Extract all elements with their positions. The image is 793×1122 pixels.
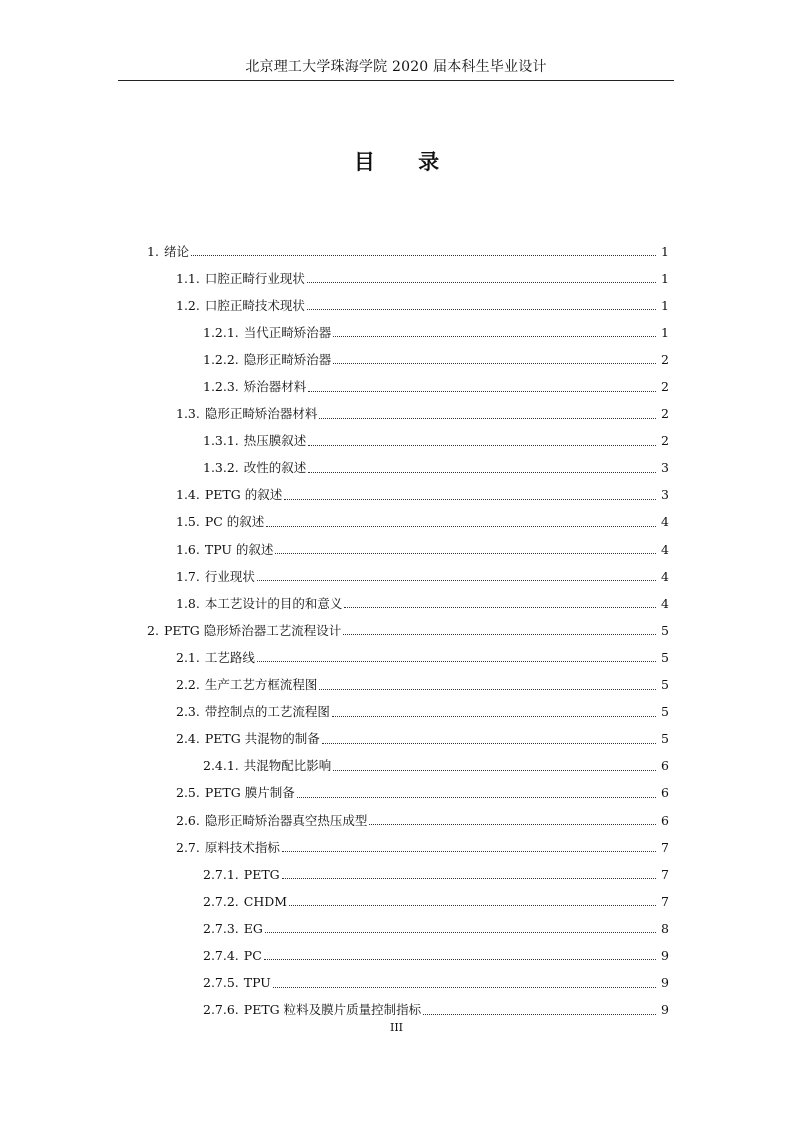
toc-entry-text: 共混物配比影响 xyxy=(243,758,332,774)
toc-dot-leader xyxy=(308,391,656,392)
toc-entry[interactable] xyxy=(0,699,793,726)
toc-entry-number: 2.7.2. xyxy=(203,893,239,909)
toc-entry-page: 1 xyxy=(661,324,669,340)
toc-entry[interactable] xyxy=(0,888,793,915)
toc-entry-page: 5 xyxy=(661,677,669,693)
toc-entry-label xyxy=(203,867,280,883)
toc-entry[interactable] xyxy=(0,672,793,699)
toc-entry-page: 6 xyxy=(661,785,669,801)
toc-entry-label xyxy=(203,894,287,910)
toc-entry-number: 1.8. xyxy=(176,595,200,611)
toc-entry-page: 7 xyxy=(661,866,669,882)
toc-entry[interactable] xyxy=(0,807,793,834)
toc-dot-leader xyxy=(257,580,656,581)
toc-dot-leader xyxy=(282,851,656,852)
toc-entry-label xyxy=(203,460,306,476)
toc-entry-text: TPU 的叙述 xyxy=(204,541,274,557)
toc-entry[interactable] xyxy=(0,536,793,563)
toc-entry-number: 2.6. xyxy=(176,812,200,828)
header-rule xyxy=(118,80,674,81)
toc-entry-page: 6 xyxy=(661,812,669,828)
toc-entry-number: 1.6. xyxy=(176,541,200,557)
toc-dot-leader xyxy=(282,878,656,879)
toc-entry-label xyxy=(203,921,263,937)
toc-entry[interactable] xyxy=(0,292,793,319)
toc-entry-page: 3 xyxy=(661,487,669,503)
toc-entry-text: CHDM xyxy=(243,893,288,909)
toc-entry[interactable] xyxy=(0,563,793,590)
toc-entry-text: PETG 共混物的制备 xyxy=(204,731,320,747)
toc-dot-leader xyxy=(307,309,656,310)
toc-entry-number: 1.3.1. xyxy=(203,433,239,449)
toc-entry-label xyxy=(147,623,341,639)
toc-entry-number: 1.2.1. xyxy=(203,324,239,340)
toc-entry-number: 2.7.6. xyxy=(203,1002,239,1018)
toc-entry-page: 7 xyxy=(661,839,669,855)
toc-entry-label xyxy=(176,569,255,585)
toc-entry-text: 隐形正畸矫治器材料 xyxy=(204,406,318,422)
toc-entry-text: PETG 的叙述 xyxy=(204,487,283,503)
toc-entry-page: 3 xyxy=(661,460,669,476)
toc-entry-label xyxy=(203,433,306,449)
toc-entry-label xyxy=(176,813,367,829)
toc-entry-text: PETG 膜片制备 xyxy=(204,785,295,801)
toc-entry[interactable] xyxy=(0,970,793,997)
toc-entry-text: PETG 粒料及膜片质量控制指标 xyxy=(243,1002,422,1018)
toc-dot-leader xyxy=(307,282,656,283)
toc-entry[interactable] xyxy=(0,753,793,780)
toc-dot-leader xyxy=(319,418,656,419)
toc-entry[interactable] xyxy=(0,319,793,346)
toc-entry-page: 5 xyxy=(661,704,669,720)
toc-entry-number: 1.2.3. xyxy=(203,379,239,395)
toc-dot-leader xyxy=(257,661,656,662)
toc-entry[interactable] xyxy=(0,997,793,1024)
toc-entry[interactable] xyxy=(0,644,793,671)
page-number: III xyxy=(389,1021,404,1034)
toc-entry[interactable] xyxy=(0,346,793,373)
toc-entry-number: 2.4. xyxy=(176,731,200,747)
toc-entry-page: 5 xyxy=(661,649,669,665)
toc-dot-leader xyxy=(308,472,656,473)
toc-dot-leader xyxy=(289,905,656,906)
toc-entry-page: 4 xyxy=(661,514,669,530)
toc-entry-page: 5 xyxy=(661,622,669,638)
toc-entry-label xyxy=(176,487,282,503)
toc-entry[interactable] xyxy=(0,401,793,428)
toc-title: 目 录 xyxy=(353,149,458,174)
toc-entry-text: TPU xyxy=(243,975,271,991)
toc-entry-text: 本工艺设计的目的和意义 xyxy=(204,595,343,611)
toc-entry-text: 热压膜叙述 xyxy=(243,433,307,449)
toc-entry-text: 绪论 xyxy=(163,243,189,259)
toc-entry[interactable] xyxy=(0,373,793,400)
toc-entry[interactable] xyxy=(0,942,793,969)
toc-entry[interactable] xyxy=(0,915,793,942)
toc-entry[interactable] xyxy=(0,428,793,455)
toc-entry-number: 1. xyxy=(147,243,159,259)
toc-entry-text: 隐形正畸矫治器 xyxy=(243,351,332,367)
toc-entry-page: 7 xyxy=(661,893,669,909)
toc-entry-label xyxy=(147,244,189,260)
toc-entry-number: 2.3. xyxy=(176,704,200,720)
toc-entry-label xyxy=(176,840,280,856)
toc-entry-label xyxy=(176,271,305,287)
toc-entry[interactable] xyxy=(0,455,793,482)
toc-dot-leader xyxy=(423,1014,656,1015)
toc-dot-leader xyxy=(344,607,656,608)
toc-entry-text: 带控制点的工艺流程图 xyxy=(204,704,330,720)
toc-entry-number: 2.2. xyxy=(176,677,200,693)
toc-entry-label xyxy=(176,542,273,558)
toc-dot-leader xyxy=(333,770,656,771)
toc-dot-leader xyxy=(297,797,656,798)
toc-entry-text: 改性的叙述 xyxy=(243,460,307,476)
toc-dot-leader xyxy=(343,634,656,635)
toc-entry-label xyxy=(176,406,317,422)
toc-dot-leader xyxy=(264,959,656,960)
toc-entry-text: 原料技术指标 xyxy=(204,839,280,855)
toc-entry-page: 2 xyxy=(661,433,669,449)
toc-entry-page: 1 xyxy=(661,270,669,286)
toc-entry-label xyxy=(176,514,264,530)
toc-entry-number: 1.3.2. xyxy=(203,460,239,476)
toc-entry-label xyxy=(203,948,262,964)
toc-entry-number: 1.4. xyxy=(176,487,200,503)
toc-dot-leader xyxy=(333,363,656,364)
toc-entry-number: 2.1. xyxy=(176,649,200,665)
toc-entry-number: 1.5. xyxy=(176,514,200,530)
toc-entry-text: 行业现状 xyxy=(204,568,255,584)
toc-entry-page: 9 xyxy=(661,1002,669,1018)
running-header: 北京理工大学珠海学院 2020 届本科生毕业设计 xyxy=(245,59,547,75)
toc-entry-label xyxy=(176,704,330,720)
toc-entry-text: 生产工艺方框流程图 xyxy=(204,677,318,693)
toc-entry-page: 6 xyxy=(661,758,669,774)
toc-entry-number: 1.2. xyxy=(176,297,200,313)
toc-dot-leader xyxy=(319,689,656,690)
toc-entry-page: 1 xyxy=(661,297,669,313)
toc-dot-leader xyxy=(333,336,656,337)
toc-entry-number: 2.7.5. xyxy=(203,975,239,991)
toc-entry-number: 2.7.1. xyxy=(203,866,239,882)
toc-entry[interactable] xyxy=(0,861,793,888)
toc-entry[interactable] xyxy=(0,617,793,644)
toc-entry-label xyxy=(176,650,255,666)
toc-entry-label xyxy=(203,325,331,341)
toc-entry-label xyxy=(203,1002,421,1018)
toc-entry-number: 1.2.2. xyxy=(203,351,239,367)
toc-entry-text: PC xyxy=(243,947,262,963)
toc-entry-text: 口腔正畸行业现状 xyxy=(204,270,305,286)
toc-entry-number: 1.7. xyxy=(176,568,200,584)
toc-entry-page: 5 xyxy=(661,731,669,747)
toc-entry-label xyxy=(176,677,317,693)
toc-entry-number: 2.4.1. xyxy=(203,758,239,774)
toc-entry-page: 2 xyxy=(661,379,669,395)
toc-dot-leader xyxy=(273,987,656,988)
toc-entry[interactable] xyxy=(0,590,793,617)
toc-entry-label xyxy=(203,975,271,991)
toc-entry[interactable] xyxy=(0,238,793,265)
toc-dot-leader xyxy=(191,255,656,256)
toc-entry-number: 1.1. xyxy=(176,270,200,286)
toc-entry-number: 2.7.3. xyxy=(203,920,239,936)
toc-entry-label xyxy=(176,731,320,747)
toc-entry[interactable] xyxy=(0,265,793,292)
toc-entry[interactable] xyxy=(0,780,793,807)
toc-entry-text: 口腔正畸技术现状 xyxy=(204,297,305,313)
toc-entry-page: 4 xyxy=(661,568,669,584)
toc-entry-text: 工艺路线 xyxy=(204,649,255,665)
toc-entry-text: EG xyxy=(243,920,263,936)
toc-entry[interactable] xyxy=(0,509,793,536)
toc-entry-text: PETG 隐形矫治器工艺流程设计 xyxy=(163,622,342,638)
table-of-contents xyxy=(0,238,793,1024)
toc-entry-label xyxy=(203,758,331,774)
toc-entry-page: 9 xyxy=(661,975,669,991)
toc-entry-label xyxy=(176,596,342,612)
toc-dot-leader xyxy=(265,932,656,933)
toc-entry-label xyxy=(176,785,295,801)
toc-entry-number: 2.5. xyxy=(176,785,200,801)
toc-entry-text: 隐形正畸矫治器真空热压成型 xyxy=(204,812,368,828)
toc-entry-page: 8 xyxy=(661,920,669,936)
toc-entry[interactable] xyxy=(0,834,793,861)
toc-entry-label xyxy=(203,379,306,395)
toc-dot-leader xyxy=(322,743,656,744)
toc-entry-page: 2 xyxy=(661,406,669,422)
toc-entry-text: PC 的叙述 xyxy=(204,514,265,530)
toc-entry-number: 2.7. xyxy=(176,839,200,855)
toc-entry-number: 2.7.4. xyxy=(203,947,239,963)
toc-entry-number: 1.3. xyxy=(176,406,200,422)
toc-entry-text: PETG xyxy=(243,866,280,882)
toc-entry-number: 2. xyxy=(147,622,159,638)
toc-entry-text: 当代正畸矫治器 xyxy=(243,324,332,340)
toc-entry-label xyxy=(176,298,305,314)
toc-dot-leader xyxy=(275,553,656,554)
toc-dot-leader xyxy=(369,824,656,825)
toc-dot-leader xyxy=(284,499,656,500)
toc-entry-page: 9 xyxy=(661,947,669,963)
toc-entry-page: 2 xyxy=(661,351,669,367)
toc-entry-page: 4 xyxy=(661,595,669,611)
toc-entry[interactable] xyxy=(0,726,793,753)
toc-entry[interactable] xyxy=(0,482,793,509)
toc-dot-leader xyxy=(308,445,656,446)
toc-entry-text: 矫治器材料 xyxy=(243,379,307,395)
toc-dot-leader xyxy=(332,716,656,717)
toc-entry-page: 4 xyxy=(661,541,669,557)
toc-entry-label xyxy=(203,352,331,368)
toc-dot-leader xyxy=(266,526,656,527)
toc-entry-page: 1 xyxy=(661,243,669,259)
